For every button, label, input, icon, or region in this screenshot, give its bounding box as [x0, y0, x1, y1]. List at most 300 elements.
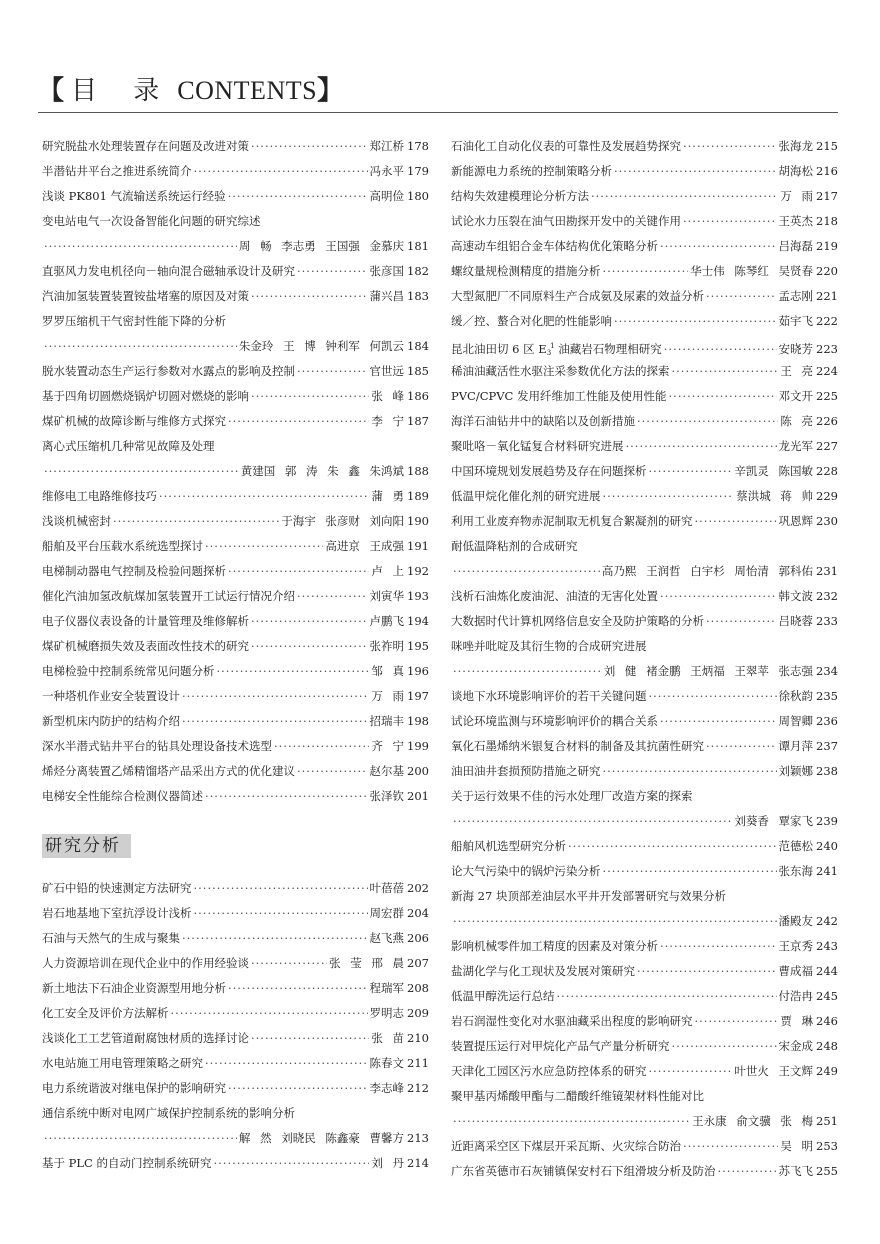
entry-authors: 齐 宁: [371, 739, 405, 753]
dot-leader: [213, 1151, 369, 1176]
toc-entry[interactable]: [451, 534, 838, 559]
entry-page: 192: [407, 564, 429, 578]
dot-leader: [251, 634, 368, 659]
entry-title: 利用工业废弃物赤泥制取无机复合絮凝剂的研究: [451, 514, 693, 528]
entry-title: 化工安全及评价方法解析: [42, 1006, 169, 1020]
dot-leader: [194, 901, 368, 926]
dot-leader: [706, 734, 777, 759]
dot-leader: [637, 959, 777, 984]
entry-page: 186: [407, 389, 429, 403]
entry-page: 221: [816, 289, 838, 303]
toc-entry[interactable]: [42, 926, 429, 951]
toc-entry[interactable]: [42, 209, 429, 234]
entry-title: 论大气污染中的锅炉污染分析: [451, 864, 601, 878]
dot-leader: [453, 809, 732, 834]
entry-title: 岩石润湿性变化对水驱油藏采出程度的影响研究: [451, 1014, 693, 1028]
entry-title: 谈地下水环境影响评价的若干关键问题: [451, 689, 647, 703]
entry-authors: 朱金玲 王 博 钟利军 何凯云: [238, 339, 405, 353]
toc-entry[interactable]: [42, 951, 429, 976]
entry-title: 石油与天然气的生成与聚集: [42, 931, 180, 945]
entry-title-subscript: 3: [546, 349, 552, 357]
entry-title: 罗罗压缩机干气密封性能下降的分析: [42, 314, 226, 328]
toc-entry[interactable]: [451, 659, 838, 684]
entry-authors: 黄建国 郭 涛 朱 鑫 朱鸿斌: [240, 464, 405, 478]
dot-leader: [44, 234, 237, 259]
entry-authors: 龙光军: [778, 439, 814, 453]
entry-title: 试论水力压裂在油气田勘探开发中的关键作用: [451, 214, 681, 228]
toc-entry[interactable]: [451, 559, 838, 584]
entry-page: 206: [407, 931, 429, 945]
entry-authors: 王永康 俞文骥 张 梅: [692, 1114, 814, 1128]
entry-title: 汽油加氢装置装置铵盐堵塞的原因及对策: [42, 289, 249, 303]
entry-authors: 吴 明: [780, 1139, 814, 1153]
toc-entry[interactable]: [451, 1134, 838, 1159]
dot-leader: [171, 1001, 368, 1026]
entry-authors: 张 苗: [371, 1031, 405, 1045]
entry-title: 缓／控、螯合对化肥的性能影响: [451, 314, 612, 328]
entry-page: 211: [407, 1056, 429, 1070]
entry-authors: 谭月萍: [778, 739, 814, 753]
dot-leader: [695, 1009, 779, 1034]
entry-title: 脱水装置动态生产运行参数对水露点的影响及控制: [42, 364, 295, 378]
entry-authors: 刘寅华: [369, 589, 405, 603]
entry-page: 224: [816, 364, 838, 378]
entry-page: 249: [816, 1064, 838, 1078]
entry-authors: 张祚明: [369, 639, 405, 653]
entry-page: 217: [816, 189, 838, 203]
entry-authors: 宋金成: [778, 1039, 814, 1053]
dot-leader: [614, 159, 777, 184]
entry-authors: 张彦国: [369, 264, 405, 278]
entry-page: 209: [407, 1006, 429, 1020]
entry-authors: 叶世火 王文辉: [734, 1064, 814, 1078]
dot-leader: [637, 409, 778, 434]
entry-page: 251: [816, 1114, 838, 1128]
toc-entry[interactable]: [42, 1101, 429, 1126]
toc-entry[interactable]: [42, 634, 429, 659]
entry-authors: 陈 亮: [780, 414, 814, 428]
toc-entry[interactable]: [42, 509, 429, 534]
entry-title: 高速动车组铝合金车体结构优化策略分析: [451, 239, 658, 253]
entry-title: 稀油油藏活性水驱注采参数优化方法的探索: [451, 364, 670, 378]
entry-page: 181: [407, 239, 429, 253]
entry-authors: 李 宁: [371, 414, 405, 428]
toc-entry[interactable]: [451, 859, 838, 884]
entry-page: 188: [407, 464, 429, 478]
entry-page: 193: [407, 589, 429, 603]
dot-leader: [205, 534, 323, 559]
dot-leader: [44, 334, 237, 359]
toc-entry[interactable]: [451, 834, 838, 859]
dot-leader: [603, 484, 735, 509]
entry-title: 电梯安全性能综合检测仪器简述: [42, 789, 203, 803]
toc-column-right: [451, 134, 838, 1184]
entry-title: 低温甲醇洗运行总结: [451, 989, 555, 1003]
dot-leader: [683, 134, 777, 159]
toc-entry[interactable]: [42, 734, 429, 759]
entry-title: 试论环境监测与环境影响评价的耦合关系: [451, 714, 658, 728]
entry-authors: 巩恩辉: [778, 514, 814, 528]
toc-entry[interactable]: [451, 484, 838, 509]
toc-entry[interactable]: [42, 309, 429, 334]
entry-title: 离心式压缩机几种常见故障及处理: [42, 439, 215, 453]
dot-leader: [228, 409, 369, 434]
entry-page: 183: [407, 289, 429, 303]
toc-entry[interactable]: [451, 509, 838, 534]
toc-entry[interactable]: [42, 384, 429, 409]
toc-entry[interactable]: [451, 159, 838, 184]
toc-entry[interactable]: [451, 809, 838, 834]
toc-entry[interactable]: [42, 484, 429, 509]
toc-entry[interactable]: [451, 1084, 838, 1109]
toc-entry[interactable]: [451, 409, 838, 434]
entry-authors: 王 亮: [780, 364, 814, 378]
entry-title: 结构失效建模理论分析方法: [451, 189, 589, 203]
toc-entry[interactable]: [451, 259, 838, 284]
toc-entry[interactable]: [451, 459, 838, 484]
toc-entry[interactable]: [451, 884, 838, 909]
dot-leader: [660, 584, 777, 609]
dot-leader: [228, 184, 368, 209]
toc-entry[interactable]: [451, 784, 838, 809]
entry-page: 204: [407, 906, 429, 920]
entry-page: 227: [816, 439, 838, 453]
entry-title: 浅析石油炼化废油泥、油渣的无害化处置: [451, 589, 658, 603]
entry-authors: 张 莹 邢 晨: [329, 956, 405, 970]
dot-leader: [113, 509, 279, 534]
dot-leader: [297, 759, 368, 784]
dot-leader: [251, 384, 369, 409]
entry-authors: 张海龙: [778, 139, 814, 153]
entry-page: 239: [816, 814, 838, 828]
entry-page: 231: [816, 564, 838, 578]
toc-entry[interactable]: [42, 759, 429, 784]
title-english: CONTENTS: [177, 76, 318, 105]
dot-leader: [683, 209, 777, 234]
entry-authors: 徐秋韵: [778, 689, 814, 703]
entry-page: 222: [816, 314, 838, 328]
entry-page: 185: [407, 364, 429, 378]
entry-authors: 李志峰: [369, 1081, 405, 1095]
toc-entry[interactable]: [451, 309, 838, 334]
entry-title: 烯烃分离装置乙烯精馏塔产品采出方式的优化建议: [42, 764, 295, 778]
entry-page: 218: [816, 214, 838, 228]
entry-title: 石油化工自动化仪表的可靠性及发展趋势探究: [451, 139, 681, 153]
dot-leader: [649, 1059, 733, 1084]
entry-title: 油田油井套损预防措施之研究: [451, 764, 601, 778]
entry-page: 243: [816, 939, 838, 953]
entry-page: 197: [407, 689, 429, 703]
toc-entry[interactable]: [451, 684, 838, 709]
entry-authors: 高明俭: [369, 189, 405, 203]
entry-title: 装置提压运行对甲烷化产品气产量分析研究: [451, 1039, 670, 1053]
entry-page: 191: [407, 539, 429, 553]
entry-page: 246: [816, 1014, 838, 1028]
entry-title: 电力系统谐波对继电保护的影响研究: [42, 1081, 226, 1095]
toc-entry[interactable]: [42, 1051, 429, 1076]
toc-entry[interactable]: [42, 334, 429, 359]
entry-authors: 冯永平: [369, 164, 405, 178]
entry-page: 187: [407, 414, 429, 428]
entry-title: 浅谈 PK801 气流输送系统运行经验: [42, 189, 226, 203]
entry-page: 213: [407, 1131, 429, 1145]
toc-entry[interactable]: [42, 1151, 429, 1176]
toc-entry[interactable]: [42, 159, 429, 184]
entry-title: 电梯制动器电气控制及检验问题探析: [42, 564, 226, 578]
entry-authors: 潘殿友: [778, 914, 814, 928]
entry-authors: 刘 健 褚金鹏 王炳福 王翠苹 张志强: [603, 664, 814, 678]
dot-leader: [660, 709, 777, 734]
toc-entry[interactable]: [42, 876, 429, 901]
entry-title: 氧化石墨烯纳米银复合材料的制备及其抗菌性研究: [451, 739, 704, 753]
entry-authors: 陈春文: [369, 1056, 405, 1070]
entry-authors: 张 峰: [371, 389, 405, 403]
entry-authors: 万 雨: [780, 189, 814, 203]
dot-leader: [228, 559, 369, 584]
toc-entry[interactable]: [42, 559, 429, 584]
entry-title: 聚吡咯－氧化锰复合材料研究进展: [451, 439, 624, 453]
dot-leader: [683, 1134, 778, 1159]
toc-header: [38, 74, 838, 108]
dot-leader: [706, 284, 777, 309]
dot-leader: [297, 584, 368, 609]
toc-entry[interactable]: [451, 209, 838, 234]
entry-page: 214: [407, 1156, 429, 1170]
entry-title: 半潜钻井平台之推进系统简介: [42, 164, 192, 178]
dot-leader: [182, 709, 368, 734]
entry-authors: 张泽钦: [369, 789, 405, 803]
toc-entry[interactable]: [451, 1159, 838, 1184]
entry-title: 新能源电力系统的控制策略分析: [451, 164, 612, 178]
toc-entry[interactable]: [451, 359, 838, 384]
header-divider: [38, 112, 838, 113]
dot-leader: [603, 859, 777, 884]
title-bracket-open: 【: [38, 76, 66, 106]
entry-title: 天津化工园区污水应急防控体系的研究: [451, 1064, 647, 1078]
entry-page: 201: [407, 789, 429, 803]
toc-entry[interactable]: [451, 284, 838, 309]
toc-entry[interactable]: [42, 234, 429, 259]
entry-title: 直驱风力发电机径向－轴向混合磁轴承设计及研究: [42, 264, 295, 278]
toc-entry[interactable]: [42, 1076, 429, 1101]
dot-leader: [453, 909, 777, 934]
toc-entry[interactable]: [451, 609, 838, 634]
toc-entry[interactable]: [451, 634, 838, 659]
entry-authors: 蒲 勇: [371, 489, 405, 503]
entry-authors: 罗明志: [369, 1006, 405, 1020]
entry-title: 低温甲烷化催化剂的研究进展: [451, 489, 601, 503]
dot-leader: [660, 934, 777, 959]
entry-title: 水电站施工用电管理策略之研究: [42, 1056, 203, 1070]
toc-entry[interactable]: [451, 184, 838, 209]
dot-leader: [660, 234, 777, 259]
toc-entry[interactable]: [42, 709, 429, 734]
entry-authors: 苏飞飞: [778, 1164, 814, 1178]
toc-entry[interactable]: [451, 584, 838, 609]
toc-entry[interactable]: [451, 1009, 838, 1034]
entry-page: 235: [816, 689, 838, 703]
entry-authors: 招瑞丰: [369, 714, 405, 728]
entry-title-superscript: 1: [550, 342, 555, 350]
entry-authors: 王京秀: [778, 939, 814, 953]
entry-title: 新土地法下石油企业资源型用地分析: [42, 981, 226, 995]
entry-authors: 邹 真: [371, 664, 405, 678]
entry-page: 244: [816, 964, 838, 978]
entry-page: 216: [816, 164, 838, 178]
entry-title: 新海 27 块顶部差油层水平井开发部署研究与效果分析: [451, 889, 726, 903]
toc-entry[interactable]: [451, 1059, 838, 1084]
dot-leader: [297, 359, 368, 384]
entry-title: 耐低温降粘剂的合成研究: [451, 539, 578, 553]
entry-authors: 官世远: [369, 364, 405, 378]
entry-page: 210: [407, 1031, 429, 1045]
entry-title: 海洋石油钻井中的缺陷以及创新措施: [451, 414, 635, 428]
entry-page: 229: [816, 489, 838, 503]
entry-authors: 叶蓓蓓: [369, 881, 405, 895]
entry-authors: 刘 丹: [371, 1156, 405, 1170]
entry-authors: 吕晓蓉: [778, 614, 814, 628]
dot-leader: [557, 984, 777, 1009]
dot-leader: [591, 184, 778, 209]
entry-title: 催化汽油加氢改航煤加氢装置开工试运行情况介绍: [42, 589, 295, 603]
entry-page: 184: [407, 339, 429, 353]
toc-entry[interactable]: [42, 259, 429, 284]
toc-entry[interactable]: [42, 784, 429, 809]
entry-title: 基于四角切圆燃烧锅炉切圆对燃烧的影响: [42, 389, 249, 403]
toc-entry[interactable]: [451, 709, 838, 734]
dot-leader: [159, 484, 369, 509]
toc-entry[interactable]: [42, 901, 429, 926]
toc-entry[interactable]: [42, 359, 429, 384]
entry-page: 198: [407, 714, 429, 728]
toc-entry[interactable]: [42, 184, 429, 209]
entry-authors: 曹成福: [778, 964, 814, 978]
toc-entry[interactable]: [42, 409, 429, 434]
entry-title: 聚甲基丙烯酸甲酯与二醋酸纤维镜架材料性能对比: [451, 1089, 704, 1103]
toc-entry[interactable]: [42, 284, 429, 309]
section-heading: 研究分析: [42, 834, 131, 858]
dot-leader: [251, 609, 368, 634]
entry-page: 212: [407, 1081, 429, 1095]
entry-authors: 蔡洪城 蒋 帅: [736, 489, 814, 503]
entry-page: 220: [816, 264, 838, 278]
toc-entry[interactable]: [42, 134, 429, 159]
entry-page: 223: [816, 342, 838, 356]
dot-leader: [453, 559, 600, 584]
entry-authors: 于海宇 张彦财 刘向阳: [281, 514, 405, 528]
toc-entry[interactable]: [42, 659, 429, 684]
entry-authors: 王英杰: [778, 214, 814, 228]
toc-entry[interactable]: [451, 934, 838, 959]
dot-leader: [194, 159, 368, 184]
entry-page: 179: [407, 164, 429, 178]
entry-authors: 范德松: [778, 839, 814, 853]
entry-page: 226: [816, 414, 838, 428]
toc-entry[interactable]: [42, 459, 429, 484]
dot-leader: [649, 684, 777, 709]
dot-leader: [672, 359, 779, 384]
toc-entry[interactable]: [451, 1034, 838, 1059]
toc-entry[interactable]: [451, 334, 838, 359]
toc-entry[interactable]: [42, 1126, 429, 1151]
entry-title: 维修电工电路维修技巧: [42, 489, 157, 503]
entry-authors: 解 然 刘晓民 陈鑫豪 曹馨方: [238, 1131, 405, 1145]
entry-authors: 赵飞燕: [369, 931, 405, 945]
entry-page: 242: [816, 914, 838, 928]
entry-authors: 付浩冉: [778, 989, 814, 1003]
entry-page: 255: [816, 1164, 838, 1178]
toc-list-left-bottom: [42, 876, 429, 1176]
toc-entry[interactable]: [42, 1026, 429, 1051]
entry-authors: 赵尔基: [369, 764, 405, 778]
toc-entry[interactable]: [42, 434, 429, 459]
entry-title: 煤矿机械磨损失效及表面改性技术的研究: [42, 639, 249, 653]
toc-entry[interactable]: [42, 534, 429, 559]
entry-title: 浅谈化工工艺管道耐腐蚀材质的选择讨论: [42, 1031, 249, 1045]
dot-leader: [182, 684, 369, 709]
entry-title: 新型机床内防护的结构介绍: [42, 714, 180, 728]
entry-page: 180: [407, 189, 429, 203]
dot-leader: [228, 1076, 368, 1101]
entry-page: 202: [407, 881, 429, 895]
toc-entry[interactable]: [42, 1001, 429, 1026]
toc-entry[interactable]: [451, 734, 838, 759]
entry-title: 基于 PLC 的自动门控制系统研究: [42, 1156, 212, 1170]
entry-title: 深水半潜式钻井平台的钻具处理设备技术选型: [42, 739, 272, 753]
entry-authors: 安晓芳: [778, 342, 814, 356]
entry-page: 178: [407, 139, 429, 153]
entry-authors: 辛凯灵 陈国敏: [734, 464, 814, 478]
dot-leader: [194, 876, 368, 901]
toc-list-left-top: [42, 134, 429, 809]
entry-authors: 胡海松: [778, 164, 814, 178]
entry-title: 一种塔机作业安全装置设计: [42, 689, 180, 703]
toc-entry[interactable]: [451, 434, 838, 459]
entry-title: 通信系统中断对电网广域保护控制系统的影响分析: [42, 1106, 295, 1120]
dot-leader: [251, 284, 368, 309]
entry-page: 182: [407, 264, 429, 278]
entry-page: 240: [816, 839, 838, 853]
entry-title: 煤矿机械的故障诊断与维修方式探究: [42, 414, 226, 428]
entry-authors: 刘颖娜: [778, 764, 814, 778]
dot-leader: [568, 834, 777, 859]
dot-leader: [603, 259, 689, 284]
page-title: [38, 74, 838, 108]
entry-page: 241: [816, 864, 838, 878]
toc-entry[interactable]: [42, 976, 429, 1001]
toc-entry[interactable]: [451, 984, 838, 1009]
toc-entry[interactable]: [451, 1109, 838, 1134]
entry-title: 船舶风机选型研究分析: [451, 839, 566, 853]
toc-entry[interactable]: [451, 909, 838, 934]
dot-leader: [228, 976, 368, 1001]
toc-entry[interactable]: [451, 234, 838, 259]
toc-entry[interactable]: [451, 759, 838, 784]
dot-leader: [182, 926, 368, 951]
entry-authors: 郑江桥: [369, 139, 405, 153]
toc-entry[interactable]: [42, 684, 429, 709]
toc-entry[interactable]: [451, 959, 838, 984]
toc-entry[interactable]: [42, 609, 429, 634]
toc-entry[interactable]: [451, 384, 838, 409]
dot-leader: [672, 1034, 777, 1059]
entry-authors: 程瑞军: [369, 981, 405, 995]
dot-leader: [706, 609, 777, 634]
entry-authors: 万 雨: [371, 689, 405, 703]
toc-entry[interactable]: [42, 584, 429, 609]
entry-page: 245: [816, 989, 838, 1003]
toc-entry[interactable]: [451, 134, 838, 159]
